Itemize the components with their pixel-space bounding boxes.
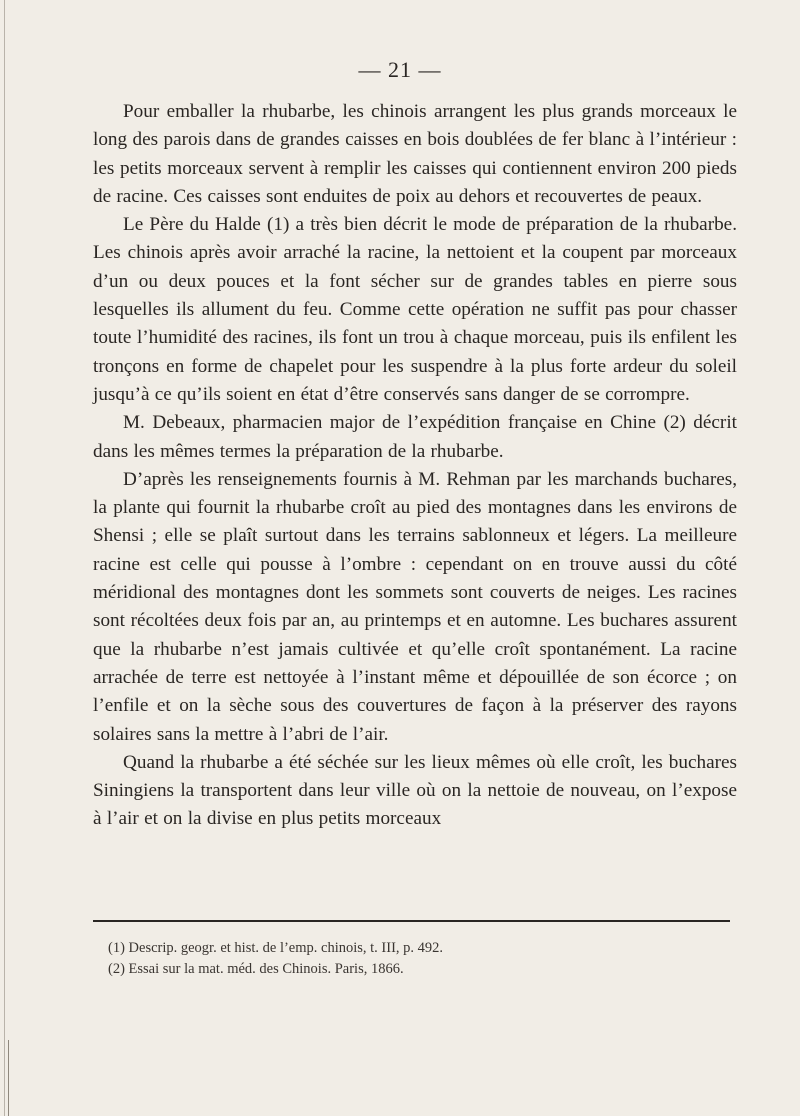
footnote-1: (1) Descrip. geogr. et hist. de l’emp. chinois, t. III, p. 492. (108, 940, 444, 956)
footnote-divider (93, 920, 730, 922)
paragraph-4: D’après les renseignements fournis à M. Rehman par les marchands buchares, la plante qui fournit la rhubarbe croît au pied des montagnes dans les environs de Shensi ; elle se plaît surtout dans les terrains sablonneux et légers. La meilleure racine est celle qui pousse à l’ombre : cependant on en trouve aussi du côté méridional des montagnes dont les sommets sont couverts de neiges. Les racines sont récoltées deux fois par an, au printemps et en automne. Les buchares assurent que la rhubarbe n’est jamais cultivée et qu’elle croît spontanément. La racine arrachée de terre est nettoyée à l’instant même et dépouillée de son écorce ; on l’enfile et on la sèche sous des couvertures de façon à la préserver des rayons solaires sans la mettre à l’abri de l’air. (93, 468, 737, 745)
page-edge-mark (8, 1040, 9, 1116)
footnote-2: (2) Essai sur la mat. méd. des Chinois. Paris, 1866. (108, 961, 404, 977)
paragraph-2: Le Père du Halde (1) a très bien décrit le mode de préparation de la rhubarbe. Les chinois après avoir arraché la racine, la nettoient et la coupent par morceaux d’un ou deux pouces et la font sécher sur de grandes tables en pierre sous lesquelles ils allument du feu. Comme cette opération ne suffit pas pour chasser toute l’humidité des racines, ils font un trou à chaque morceau, puis ils enfilent les tronçons en forme de chapelet pour les suspendre à la plus forte ardeur du soleil jusqu’à ce qu’ils soient en état d’être conservés sans danger de se corrompre. (93, 214, 737, 405)
page-edge-line (4, 0, 5, 1116)
footnotes (108, 938, 728, 980)
body-text (93, 98, 737, 834)
paragraph-3: M. Debeaux, pharmacien major de l’expédition française en Chine (2) décrit dans les mêmes termes la préparation de la rhubarbe. (93, 412, 737, 462)
page-number: — 21 — (358, 57, 442, 82)
paragraph-5: Quand la rhubarbe a été séchée sur les lieux mêmes où elle croît, les buchares Siningiens la transportent dans leur ville où on la nettoie de nouveau, on l’expose à l’air et on la divise en plus petits morceaux (93, 751, 737, 830)
paragraph-1: Pour emballer la rhubarbe, les chinois arrangent les plus grands morceaux le long des parois dans de grandes caisses en bois doublées de fer blanc à l’intérieur : les petits morceaux servent à remplir les caisses qui contiennent environ 200 pieds de racine. Ces caisses sont enduites de poix au dehors et recouvertes de peaux. (93, 101, 737, 207)
